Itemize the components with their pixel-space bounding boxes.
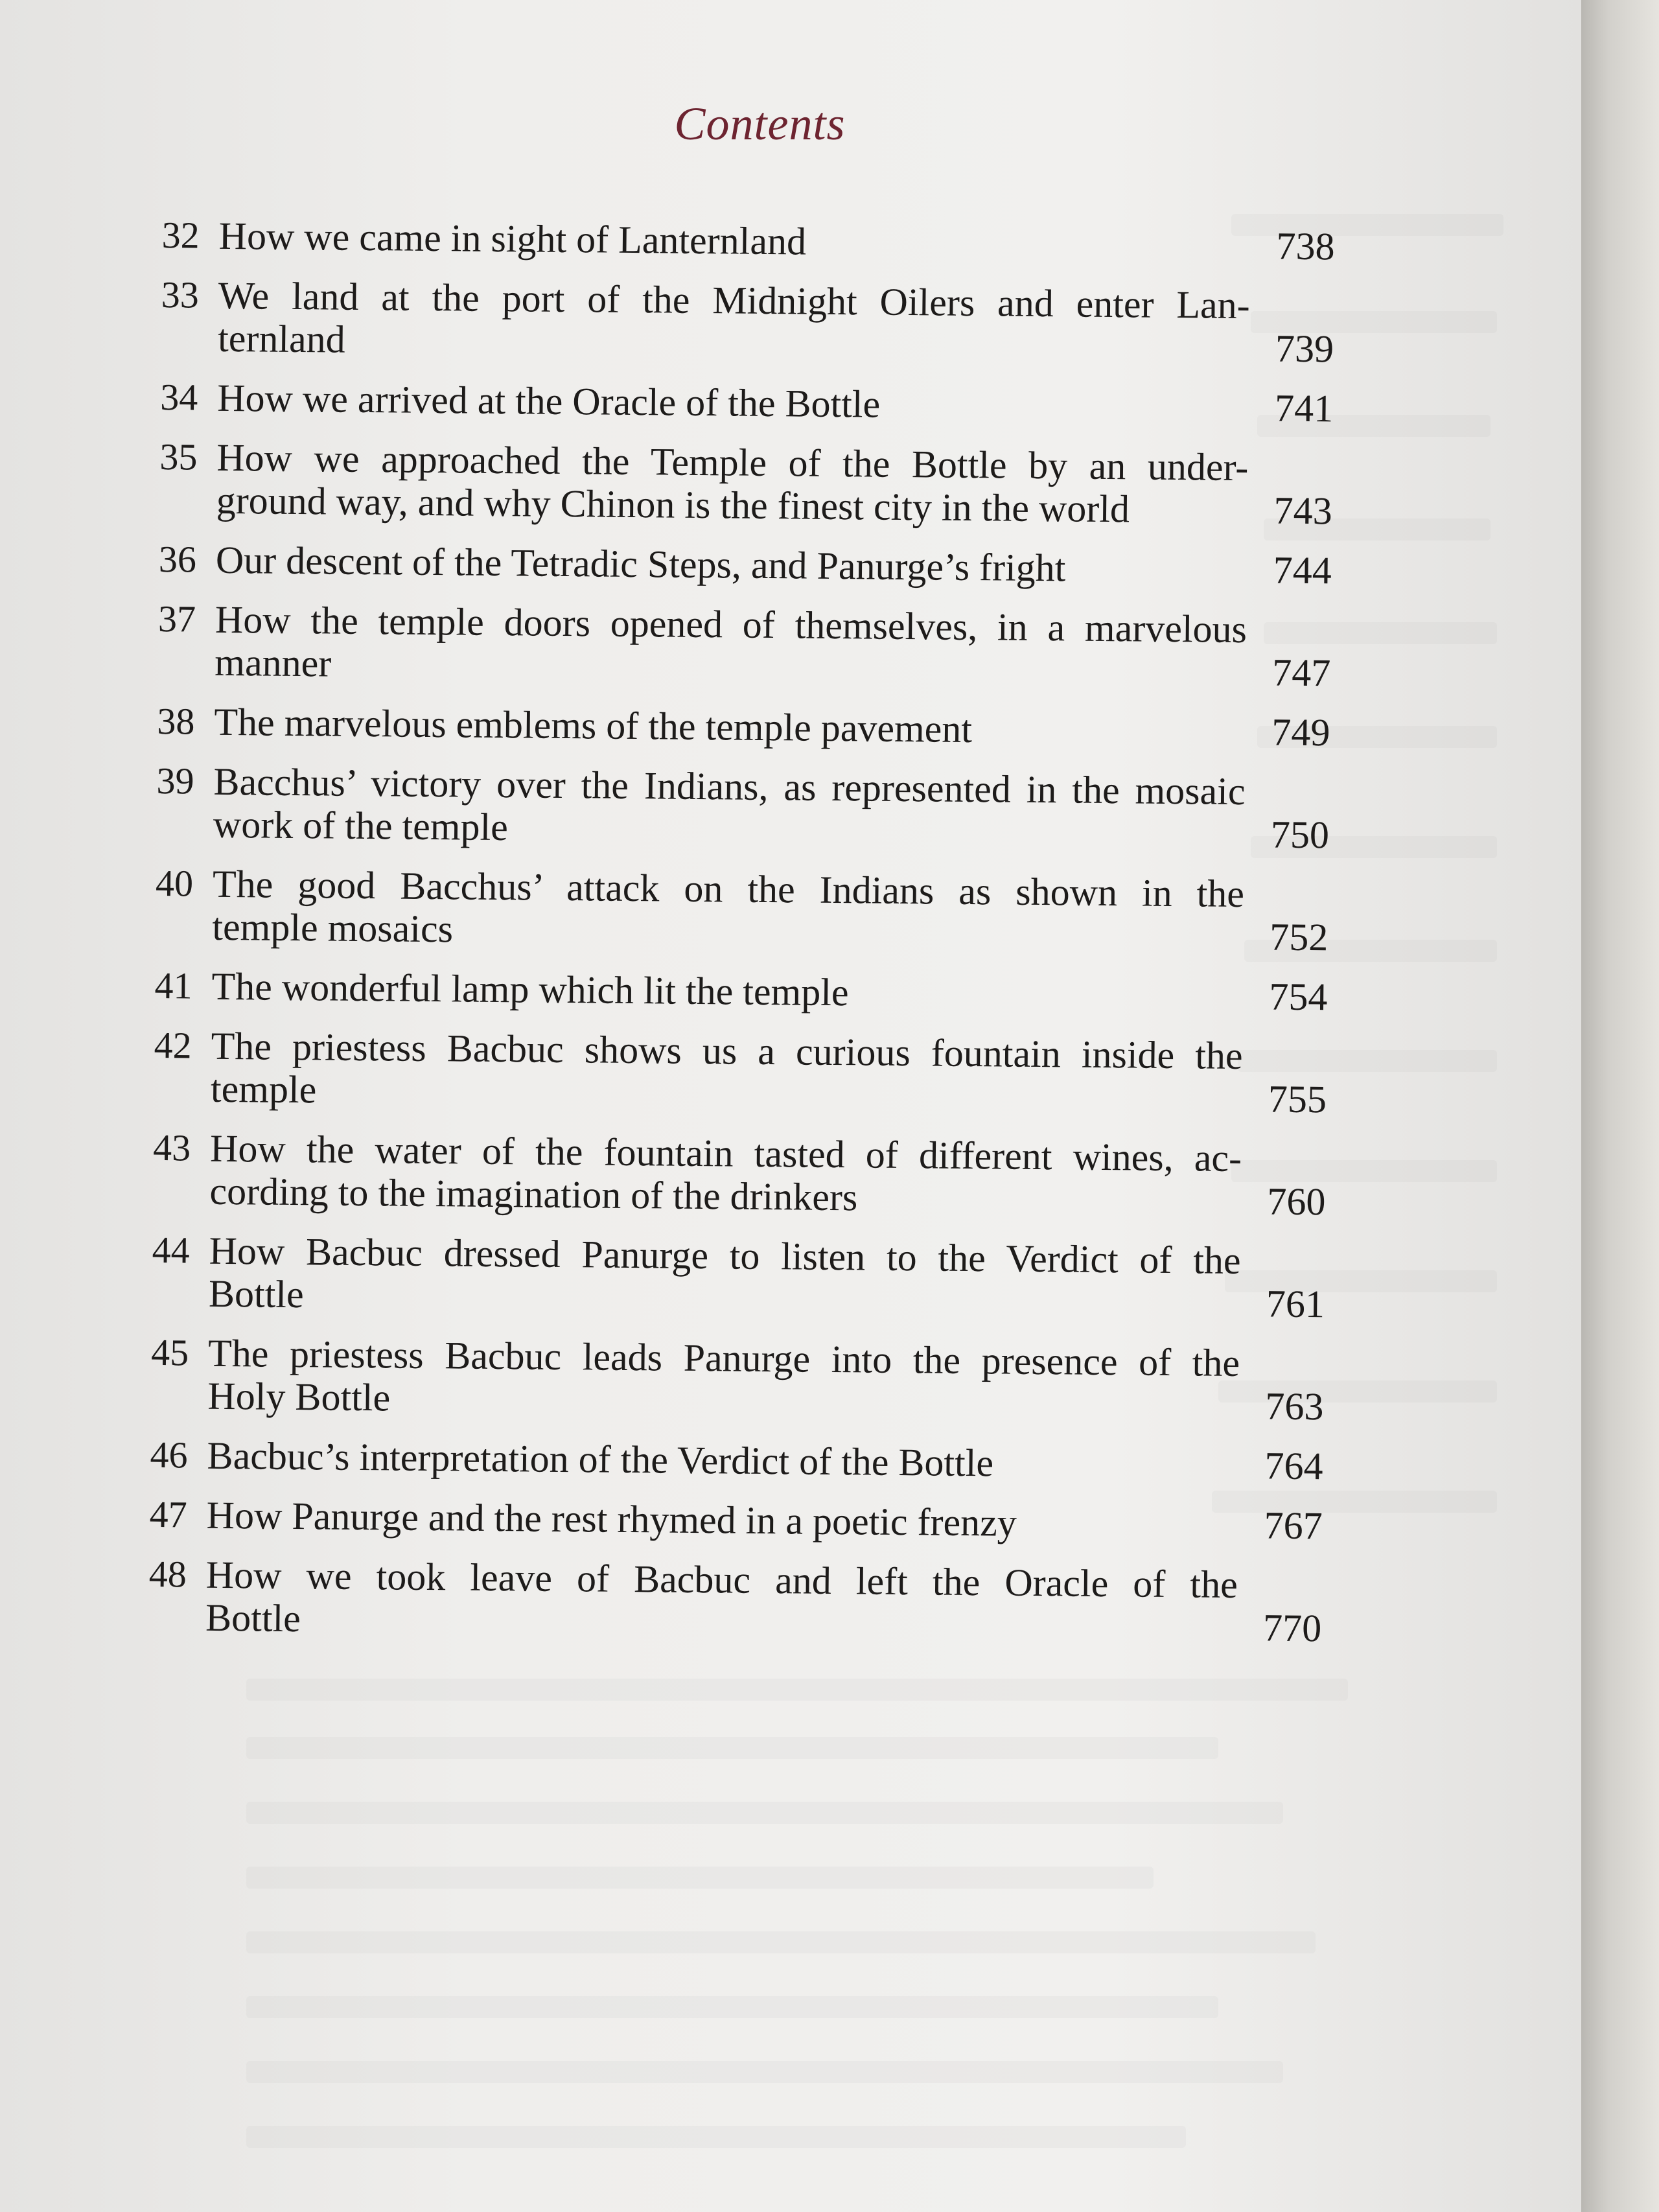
page-number: 754 [1269,975,1328,1019]
page-number: 750 [1270,813,1330,857]
chapter-title: How we arrived at the Oracle of the Bottle [216,376,881,426]
toc-entry [152,1126,1326,1223]
chapter-number: 39 [156,759,194,802]
page-number: 747 [1271,651,1331,695]
chapter-title: We land at the port of the Midnight Oilers and enter Lan- ternland [217,274,1251,361]
page-number: 767 [1264,1504,1323,1548]
chapter-number: 45 [150,1331,189,1374]
toc-entry [154,964,1328,1018]
page-number: 752 [1270,915,1328,959]
table-of-contents [148,214,1335,1666]
page-number: 763 [1265,1384,1324,1428]
toc-entry [159,436,1332,532]
chapter-number: 41 [154,964,192,1007]
toc-entry [159,538,1332,592]
page-number: 764 [1264,1444,1323,1488]
chapter-title: The priestess Bacbuc leads Panurge into the presence of the Holy Bottle [207,1331,1240,1419]
chapter-number: 43 [152,1126,191,1169]
chapter-title: Bacbuc’s interpretation of the Verdict of the Bottle [207,1434,994,1485]
page-number: 743 [1273,489,1333,533]
chapter-title: How the water of the fountain tasted of different wines, ac- cording to the imagination of the drinkers [209,1126,1242,1219]
chapter-title: How we approached the Temple of the Bottle by an under- ground way, and why Chinon is the finest city in the world [216,436,1249,531]
chapter-number: 37 [157,597,196,640]
page-number: 739 [1275,327,1334,371]
toc-entry [157,598,1331,694]
chapter-number: 36 [158,537,197,581]
chapter-title: How we came in sight of Lanternland [218,214,807,263]
chapter-title: The marvelous emblems of the temple pavement [214,700,973,751]
chapter-title: How we took leave of Bacbuc and left the Oracle of the Bottle [205,1553,1238,1640]
chapter-title: Bacchus’ victory over the Indians, as represented in the mosaic work of the temple [213,760,1246,849]
chapter-number: 46 [150,1433,188,1476]
chapter-number: 33 [161,273,200,316]
toc-entry [160,376,1334,430]
chapter-number: 38 [157,699,195,743]
chapter-title: How the temple doors opened of themselves, in a marvelous manner [215,598,1247,685]
toc-entry [148,1553,1322,1649]
toc-entry [161,214,1335,268]
chapter-number: 47 [149,1493,188,1536]
chapter-title: The wonderful lamp which lit the temple [211,964,849,1014]
page-title: Contents [674,98,846,150]
chapter-number: 35 [159,435,198,478]
toc-entry [161,274,1334,370]
page-number: 760 [1267,1180,1326,1224]
page-number: 761 [1266,1282,1325,1326]
page-number: 738 [1276,224,1335,268]
toc-entry [156,760,1330,856]
chapter-title: Our descent of the Tetradic Steps, and Panurge’s fright [215,538,1066,590]
chapter-title: The priestess Bacbuc shows us a curious fountain inside the temple [210,1024,1243,1112]
facing-page-edge [1581,0,1659,2212]
toc-entry [157,700,1330,754]
toc-entry [150,1331,1324,1428]
chapter-title: How Bacbuc dressed Panurge to listen to the Verdict of the Bottle [208,1229,1241,1316]
chapter-number: 42 [154,1023,192,1067]
toc-entry [155,862,1328,959]
chapter-number: 44 [152,1228,190,1272]
chapter-number: 32 [161,214,200,257]
page-number: 755 [1268,1077,1327,1121]
toc-entry [152,1229,1325,1325]
page-number: 749 [1271,710,1330,754]
chapter-title: The good Bacchus’ attack on the Indians as shown in the temple mosaics [212,862,1245,951]
page-number: 741 [1274,386,1334,430]
page-number: 744 [1273,548,1332,592]
page-number: 770 [1262,1606,1322,1650]
toc-entry [154,1024,1327,1121]
chapter-title: How Panurge and the rest rhymed in a poetic frenzy [206,1493,1017,1544]
toc-entry [150,1434,1323,1487]
chapter-number: 48 [148,1552,187,1596]
chapter-number: 34 [159,375,198,419]
chapter-number: 40 [155,861,194,905]
toc-entry [149,1493,1323,1547]
